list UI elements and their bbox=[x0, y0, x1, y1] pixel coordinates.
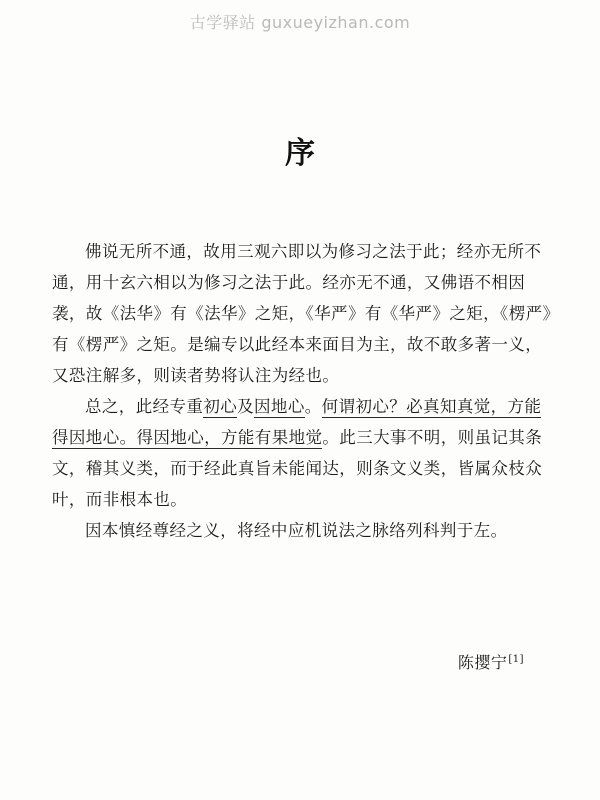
footnote-marker: [1] bbox=[508, 654, 524, 665]
author-name: 陈撄宁 bbox=[457, 653, 508, 672]
site-watermark: 古学驿站 guxueyizhan.com bbox=[189, 13, 411, 32]
preface-body bbox=[52, 236, 552, 546]
paragraph-2 bbox=[52, 391, 552, 515]
author-signature bbox=[458, 650, 524, 673]
paragraph-2-segment: 总之，此经专重 bbox=[85, 397, 204, 416]
paragraph-2-segment: 。 bbox=[304, 397, 322, 416]
paragraph-3: 因本慎经尊经之义，将经中应机说法之脉络列科判于左。 bbox=[85, 521, 508, 540]
underlined-phrase: 因地心 bbox=[254, 397, 305, 416]
underlined-passage: 何谓初心？必真知真觉，方能得因地心。得因地心，方能有果地觉 bbox=[52, 397, 542, 447]
page-title: 序 bbox=[285, 136, 315, 171]
paragraph-2-segment: 。此三大事不明，则虽记其条文，稽其义类，而于经此真旨未能闻达，则条文义类，皆属众枝众叶，而非根本也。 bbox=[52, 428, 543, 509]
paragraph-2-segment: 及 bbox=[237, 397, 255, 416]
underlined-phrase: 初心 bbox=[203, 397, 238, 416]
paragraph-1: 佛说无所不通，故用三观六即以为修习之法于此；经亦无所不通，用十玄六相以为修习之法于此。经亦无不通，又佛语不相因袭，故《法华》有《法华》之矩，《华严》有《华严》之矩，《楞严》有《楞严》之矩。是编专以此经本来面目为主，故不敢多著一义，又恐注解多，则读者势将认注为经也。 bbox=[52, 242, 552, 385]
